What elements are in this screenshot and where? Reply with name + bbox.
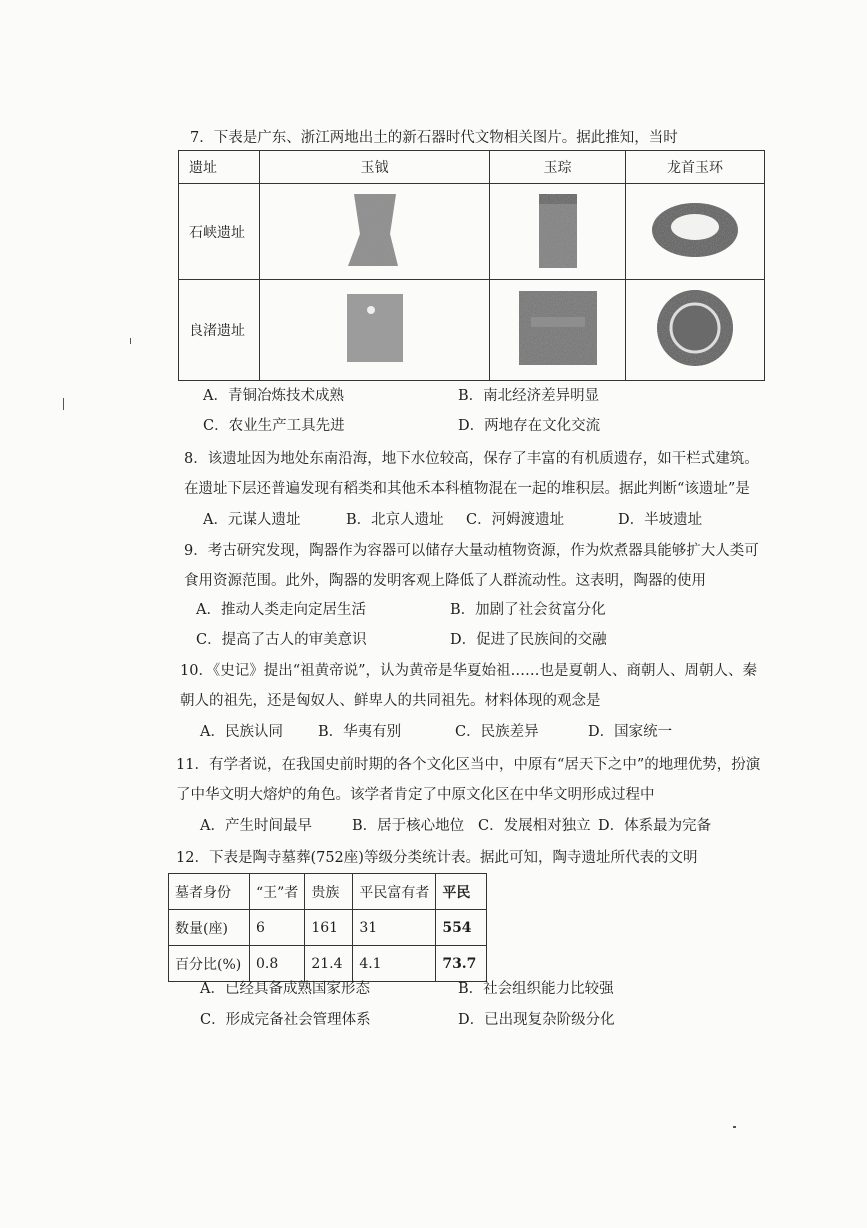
q12-option-b[interactable]: B．社会组织能力比较强 [458, 981, 614, 997]
q7-artifact-table [178, 150, 765, 381]
q11-option-d[interactable]: D．体系最为完备 [598, 818, 712, 834]
q12-header-identity: 墓者身份 [169, 874, 250, 910]
q9-option-d[interactable]: D．促进了民族间的交融 [450, 632, 607, 648]
q7-cell-shixia-longshou [626, 184, 765, 280]
q9-option-a[interactable]: A．推动人类走向定居生活 [196, 602, 366, 618]
table-row [169, 910, 487, 946]
q12-cell: 73.7 [436, 946, 487, 982]
jade-ring-image [650, 200, 740, 260]
q10-option-a[interactable]: A．民族认同 [200, 724, 283, 740]
q7-row-liangzhu: 良渚遗址 [179, 280, 260, 381]
q12-header-commoner: 平民 [436, 874, 487, 910]
scan-speck [733, 1126, 736, 1128]
q8-option-c[interactable]: C．河姆渡遗址 [466, 512, 565, 528]
q12-cell: 6 [250, 910, 305, 946]
q7-cell-liangzhu-longshou [626, 280, 765, 381]
q11-option-c[interactable]: C．发展相对独立 [478, 818, 591, 834]
q12-row-label-percent: 百分比(%) [169, 946, 250, 982]
q7-header-yuyue: 玉钺 [260, 151, 490, 184]
q9-stem-line2: 食用资源范围。此外，陶器的发明客观上降低了人群流动性。这表明，陶器的使用 [184, 573, 706, 589]
q9-stem-line1: 9．考古研究发现，陶器作为容器可以储存大量动植物资源，作为炊煮器具能够扩大人类可 [184, 543, 759, 559]
jade-ring-image [654, 287, 736, 369]
jade-cong-image [533, 190, 583, 270]
q10-option-c[interactable]: C．民族差异 [455, 724, 539, 740]
q7-option-a[interactable]: A．青铜冶炼技术成熟 [203, 388, 344, 404]
q7-option-d[interactable]: D．两地存在文化交流 [458, 418, 601, 434]
q12-cell: 31 [353, 910, 436, 946]
q7-cell-liangzhu-yuyue [260, 280, 490, 381]
q8-stem-line1: 8．该遗址因为地处东南沿海，地下水位较高，保存了丰富的有机质遗存，如干栏式建筑。 [184, 451, 759, 467]
q12-cell: 4.1 [353, 946, 436, 982]
q10-stem-line2: 朝人的祖先，还是匈奴人、鲜卑人的共同祖先。材料体现的观念是 [180, 693, 601, 709]
q8-stem-line2: 在遗址下层还普遍发现有稻类和其他禾本科植物混在一起的堆积层。据此判断“该遗址”是 [184, 481, 750, 497]
q12-option-d[interactable]: D．已出现复杂阶级分化 [458, 1012, 615, 1028]
q12-cell: 554 [436, 910, 487, 946]
q8-option-b[interactable]: B．北京人遗址 [346, 512, 444, 528]
q12-option-a[interactable]: A．已经具备成熟国家形态 [200, 981, 370, 997]
q7-row-shixia: 石峡遗址 [179, 184, 260, 280]
scan-speck [130, 338, 131, 344]
q9-option-c[interactable]: C．提高了古人的审美意识 [196, 632, 367, 648]
table-row [169, 946, 487, 982]
q11-stem-line1: 11．有学者说，在我国史前时期的各个文化区当中，中原有“居天下之中”的地理优势，扮演 [176, 757, 761, 773]
q12-cell: 21.4 [305, 946, 353, 982]
q12-cell: 161 [305, 910, 353, 946]
q9-option-b[interactable]: B．加剧了社会贫富分化 [450, 602, 606, 618]
scan-speck [63, 398, 64, 410]
q7-option-c[interactable]: C．农业生产工具先进 [203, 418, 345, 434]
q8-option-a[interactable]: A．元谋人遗址 [203, 512, 301, 528]
q7-header-yucong: 玉琮 [490, 151, 626, 184]
q7-header-site: 遗址 [179, 151, 260, 184]
q7-cell-liangzhu-yucong [490, 280, 626, 381]
q7-cell-shixia-yuyue [260, 184, 490, 280]
jade-axe-image [340, 190, 410, 270]
jade-axe-image [345, 292, 405, 364]
q11-stem-line2: 了中华文明大熔炉的角色。该学者肯定了中原文化区在中华文明形成过程中 [176, 787, 655, 803]
q10-stem-line1: 10．《史记》提出“祖黄帝说”，认为黄帝是华夏始祖……也是夏朝人、商朝人、周朝人、秦 [180, 663, 758, 679]
q7-header-longshou: 龙首玉环 [626, 151, 765, 184]
q7-cell-shixia-yucong [490, 184, 626, 280]
q12-cell: 0.8 [250, 946, 305, 982]
q12-header-rich-commoner: 平民富有者 [353, 874, 436, 910]
q12-row-label-count: 数量(座) [169, 910, 250, 946]
q12-option-c[interactable]: C．形成完备社会管理体系 [200, 1012, 371, 1028]
jade-cong-image [517, 289, 599, 367]
q12-header-noble: 贵族 [305, 874, 353, 910]
q7-stem: 7．下表是广东、浙江两地出土的新石器时代文物相关图片。据此推知，当时 [190, 130, 678, 146]
q7-option-b[interactable]: B．南北经济差异明显 [458, 388, 600, 404]
q12-tomb-table [168, 873, 487, 982]
q12-stem: 12．下表是陶寺墓葬(752座)等级分类统计表。据此可知，陶寺遗址所代表的文明 [176, 850, 698, 866]
q11-option-a[interactable]: A．产生时间最早 [200, 818, 312, 834]
q12-header-king: “王”者 [250, 874, 305, 910]
q11-option-b[interactable]: B．居于核心地位 [352, 818, 465, 834]
q10-option-b[interactable]: B．华夷有别 [318, 724, 402, 740]
q8-option-d[interactable]: D．半坡遗址 [618, 512, 703, 528]
q10-option-d[interactable]: D．国家统一 [588, 724, 673, 740]
